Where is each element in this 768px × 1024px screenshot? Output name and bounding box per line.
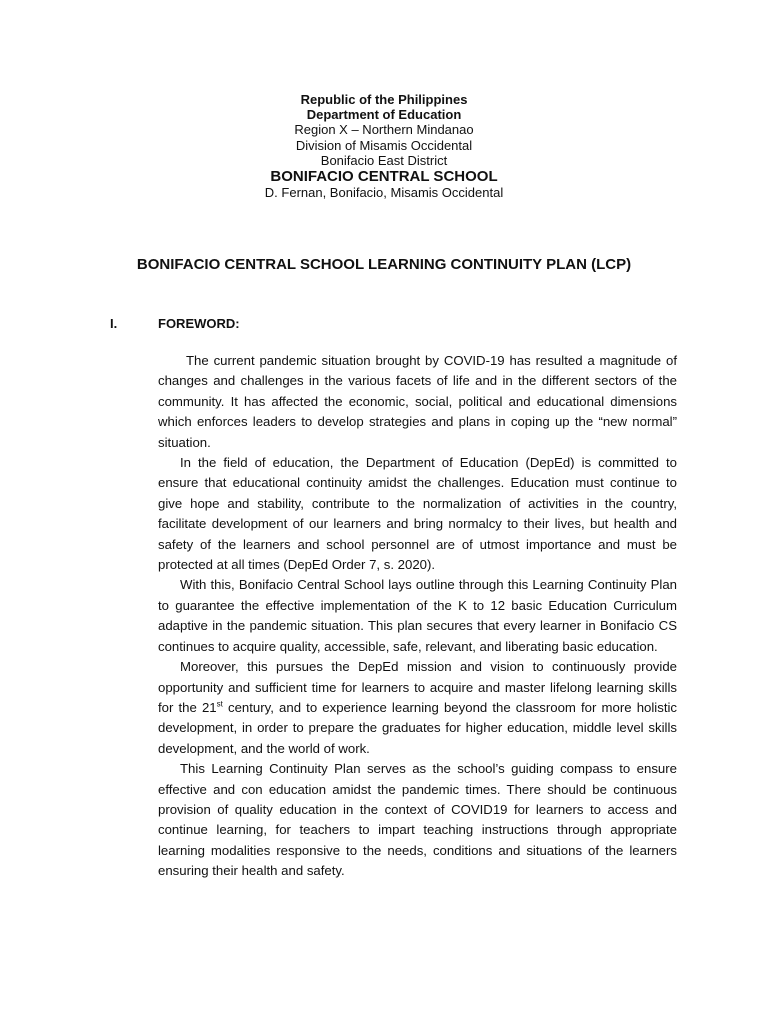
- section-number: I.: [110, 316, 118, 331]
- letterhead: [0, 92, 768, 200]
- paragraph-3: With this, Bonifacio Central School lays outline through this Learning Continuity Plan to guarantee the effective implementation of the K to 12 basic Education Curriculum adaptive in the pandemic situation. This plan secures that every learner in Bonifacio CS continues to acquire quality, accessible, safe, relevant, and liberating basic education.: [158, 577, 677, 654]
- letterhead-school-name: BONIFACIO CENTRAL SCHOOL: [270, 168, 498, 186]
- section-title: FOREWORD:: [158, 316, 240, 331]
- letterhead-address: D. Fernan, Bonifacio, Misamis Occidental: [264, 185, 504, 201]
- letterhead-district: Bonifacio East District: [320, 152, 448, 168]
- letterhead-department: Department of Education: [306, 107, 462, 123]
- paragraph-1: The current pandemic situation brought by COVID-19 has resulted a magnitude of changes and challenges in the various facets of life and in the different sectors of the community. It has affected the economic, social, political and educational dimensions which enforces leaders to develop strategies and plans in coping up the “new normal” situation.: [158, 353, 677, 450]
- paragraph-5: This Learning Continuity Plan serves as the school’s guiding compass to ensure effective and con education amidst the pandemic times. There should be continuous provision of quality education in the context of COVID19 for learners to access and continue learning, for teachers to impart teaching instructions through appropriate learning modalities responsive to the needs, conditions and situations of the learners ensuring their health and safety.: [158, 761, 677, 879]
- paragraph-4: [158, 657, 677, 759]
- paragraph-4-part-b: century, and to experience learning beyond the classroom for more holistic development, in order to prepare the graduates for higher education, middle level skills development, and the world of work.: [158, 699, 678, 756]
- ordinal-suffix: st: [216, 699, 223, 709]
- paragraph-4-part-a: Moreover, this pursues the DepEd mission and vision to continuously provide opportunity and sufficient time for learners to acquire and master lifelong learning skills for the 21: [158, 659, 677, 715]
- document-title: BONIFACIO CENTRAL SCHOOL LEARNING CONTINUITY PLAN (LCP): [136, 256, 632, 273]
- letterhead-country: Republic of the Philippines: [300, 92, 468, 107]
- letterhead-division: Division of Misamis Occidental: [295, 137, 473, 153]
- paragraph-2: In the field of education, the Department of Education (DepEd) is committed to ensure that educational continuity amidst the challenges. Education must continue to give hope and stability, contribute to the normalization of activities in the country, facilitate development of our learners and bring normalcy to their lives, but health and safety of the learners and school personnel are of utmost importance and must be protected at all times (DepEd Order 7, s. 2020).: [158, 455, 677, 573]
- letterhead-region: Region X – Northern Mindanao: [294, 122, 474, 138]
- foreword-body: [158, 351, 677, 882]
